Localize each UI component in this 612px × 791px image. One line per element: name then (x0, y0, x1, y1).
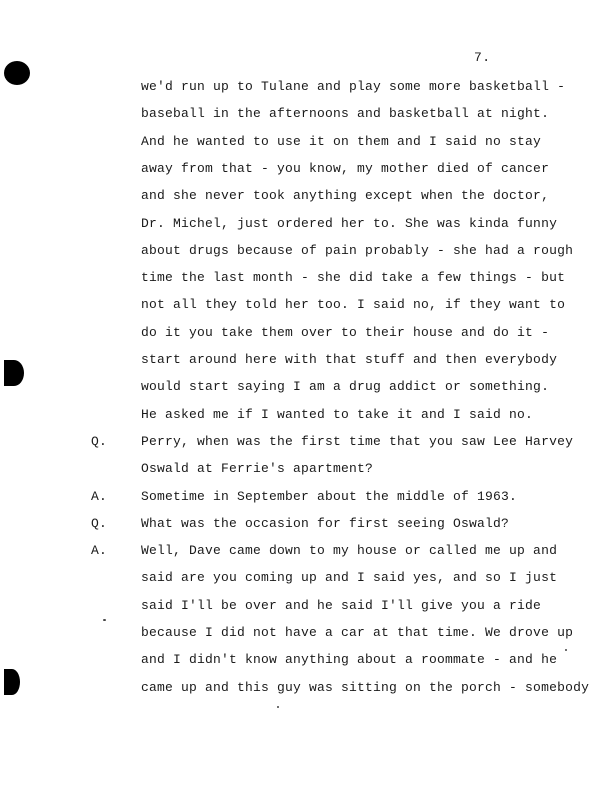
transcript-line: Sometime in September about the middle of 1963. (141, 489, 518, 504)
transcript-line: Well, Dave came down to my house or called me up and (141, 543, 558, 558)
transcript-line: not all they told her too. I said no, if they want to (141, 297, 566, 312)
transcript-line: we'd run up to Tulane and play some more basketball - (141, 79, 566, 94)
transcript-line: What was the occasion for first seeing Oswald? (141, 516, 510, 531)
punch-hole-middle (4, 360, 24, 386)
transcript-line: start around here with that stuff and then everybody (141, 352, 558, 367)
punch-hole-top (4, 61, 30, 85)
speaker-label: Q. (91, 516, 108, 531)
transcript-line: baseball in the afternoons and basketball at night. (141, 106, 550, 121)
transcript-line: and she never took anything except when the doctor, (141, 188, 550, 203)
transcript-line: would start saying I am a drug addict or something. (141, 379, 550, 394)
transcript-line: Oswald at Ferrie's apartment? (141, 461, 374, 476)
transcript-line: He asked me if I wanted to take it and I said no. (141, 407, 534, 422)
scan-speck (277, 706, 279, 708)
speaker-label: A. (91, 489, 108, 504)
transcript-line: Dr. Michel, just ordered her to. She was kinda funny (141, 216, 558, 231)
transcript-line: away from that - you know, my mother died of cancer (141, 161, 550, 176)
transcript-line: because I did not have a car at that time. We drove up (141, 625, 574, 640)
transcript-line: came up and this guy was sitting on the porch - somebody (141, 680, 590, 695)
speaker-label: Q. (91, 434, 108, 449)
transcript-line: said are you coming up and I said yes, and so I just (141, 570, 558, 585)
speaker-label: A. (91, 543, 108, 558)
transcript-line: Perry, when was the first time that you saw Lee Harvey (141, 434, 574, 449)
transcript-line: time the last month - she did take a few things - but (141, 270, 566, 285)
transcript-line: do it you take them over to their house and do it - (141, 325, 550, 340)
scan-speck (565, 649, 567, 651)
scan-speck (103, 619, 106, 621)
transcript-line: said I'll be over and he said I'll give you a ride (141, 598, 542, 613)
page-number: 7. (474, 50, 491, 65)
transcript-line: And he wanted to use it on them and I said no stay (141, 134, 542, 149)
transcript-line: and I didn't know anything about a roommate - and he (141, 652, 558, 667)
transcript-line: about drugs because of pain probably - she had a rough (141, 243, 574, 258)
punch-hole-bottom (4, 669, 20, 695)
